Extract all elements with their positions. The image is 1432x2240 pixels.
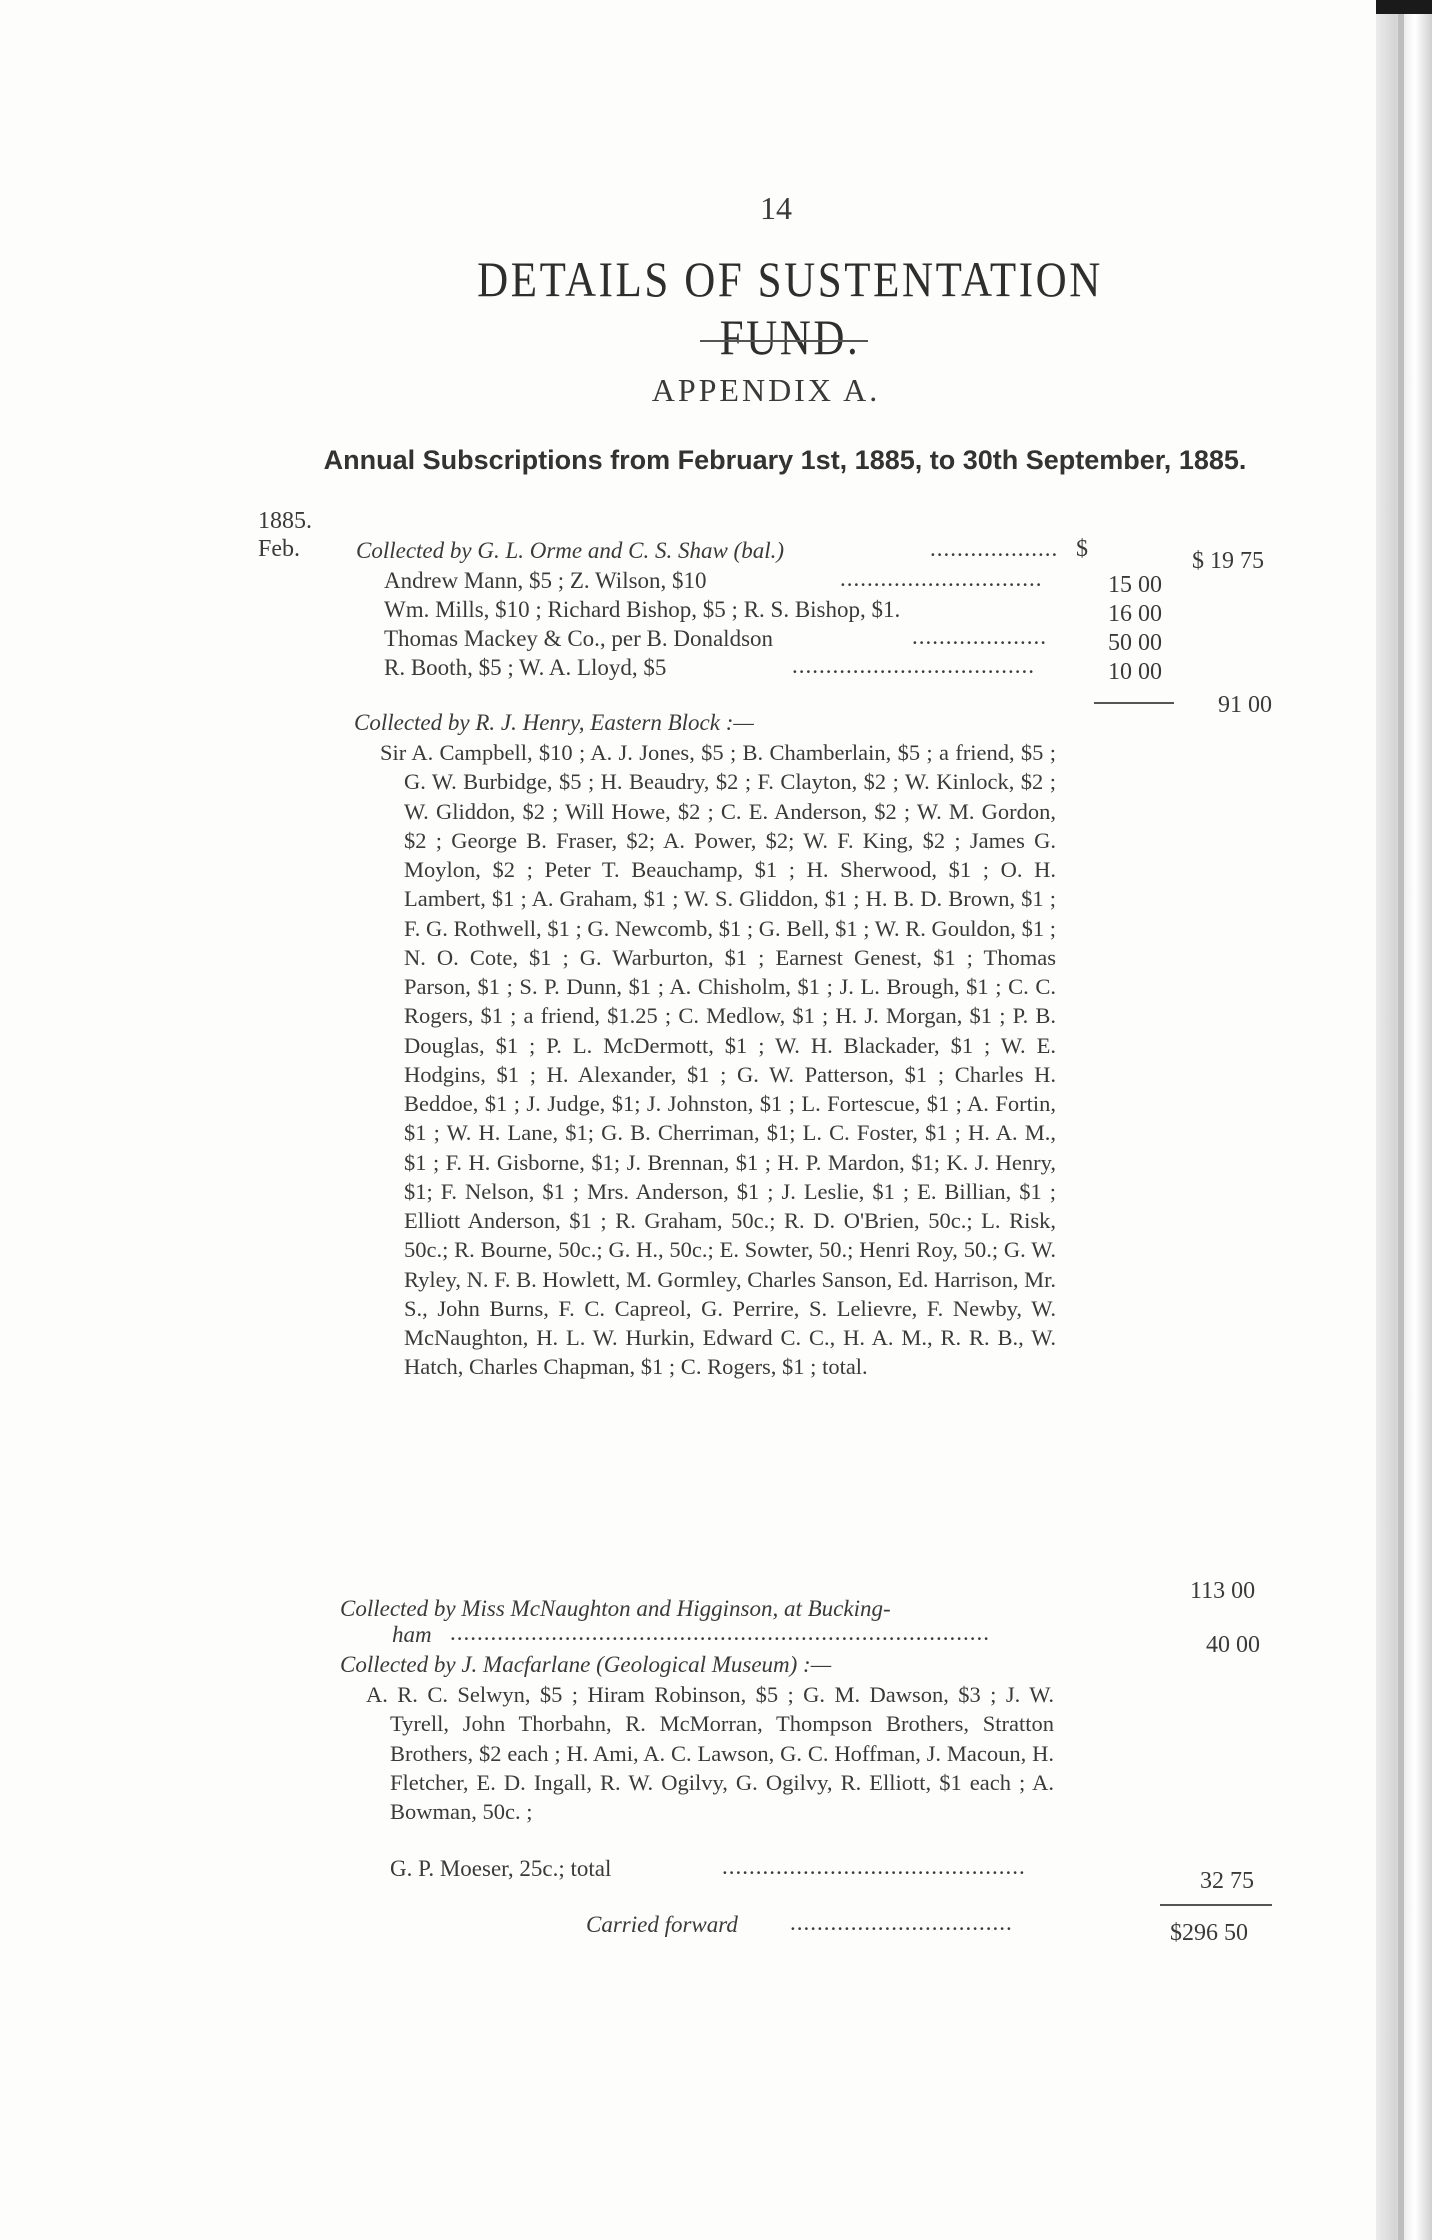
subtitle: Annual Subscriptions from February 1st, 1885, to 30th September, 1885. bbox=[323, 445, 1247, 475]
leader-dots: .............................. bbox=[840, 566, 1043, 591]
section1-entry-2-amount: 16 00 bbox=[1108, 601, 1162, 627]
leader-dots: ................... bbox=[930, 536, 1059, 561]
year-label: 1885. bbox=[258, 508, 312, 534]
carried-forward-amount: $296 50 bbox=[1170, 1920, 1248, 1946]
section1-entry-4: R. Booth, $5 ; W. A. Lloyd, $5 bbox=[384, 655, 667, 680]
section1-entry-3-amount: 50 00 bbox=[1108, 630, 1162, 656]
section3-total: 40 00 bbox=[1206, 1632, 1260, 1658]
section1-heading: Collected by G. L. Orme and C. S. Shaw (bal.) bbox=[356, 538, 785, 563]
section4-last-line: G. P. Moeser, 25c.; total bbox=[390, 1856, 612, 1881]
section4-body: A. R. C. Selwyn, $5 ; Hiram Robinson, $5 ; G. M. Dawson, $3 ; J. W. Tyrell, John Thorbahn, R. McMorran, Thompson Brothers, Stratton Brothers, $2 each ; H. Ami, A. C. Lawson, G. C. Hoffman, J. Macoun, H. Fletcher, E. D. Ingall, R. W. Ogilvy, G. Ogilvy, R. Elliott, $1 each ; A. Bowman, 50c. ; bbox=[366, 1682, 1054, 1824]
section1-entry-2: Wm. Mills, $10 ; Richard Bishop, $5 ; R. S. Bishop, $1. bbox=[384, 597, 901, 622]
section1-entry-3: Thomas Mackey & Co., per B. Donaldson bbox=[384, 626, 774, 651]
section3-heading-line1: Collected by Miss McNaughton and Higginson, at Bucking- bbox=[340, 1596, 891, 1621]
title-divider bbox=[700, 340, 868, 342]
leader-dots: .................... bbox=[912, 624, 1047, 649]
section2-body: Sir A. Campbell, $10 ; A. J. Jones, $5 ; B. Chamberlain, $5 ; a friend, $5 ; G. W. Burbidge, $5 ; H. Beaudry, $2 ; F. Clayton, $2 ; W. Kinlock, $2 ; W. Gliddon, $2 ; Will Howe, $2 ; C. E. Anderson, $2 ; W. M. Gordon, $2 ; George B. Fraser, $2; A. Power, $2; W. F. King, $2 ; James G. Moylon, $2 ; Peter T. Beauchamp, $1 ; H. Sherwood, $1 ; O. H. Lambert, $1 ; A. Graham, $1 ; W. S. Gliddon, $1 ; H. B. D. Brown, $1 ; F. G. Rothwell, $1 ; G. Newcomb, $1 ; G. Bell, $1 ; W. R. Gouldon, $1 ; N. O. Cote, $1 ; G. Warburton, $1 ; Earnest Genest, $1 ; Thomas Parson, $1 ; S. P. Dunn, $1 ; A. Chisholm, $1 ; J. L. Brough, $1 ; C. C. Rogers, $1 ; a friend, $1.25 ; C. Medlow, $1 ; H. J. Morgan, $1 ; P. B. Douglas, $1 ; P. L. McDermott, $1 ; W. H. Blackader, $1 ; W. E. Hodgins, $1 ; H. Alexander, $1 ; G. W. Patterson, $1 ; Charles H. Beddoe, $1 ; J. Judge, $1; J. Johnston, $1 ; L. Fortescue, $1 ; A. Fortin, $1 ; W. H. Lane, $1; G. B. Cherriman, $1; L. C. Foster, $1 ; H. A. M., $1 ; F. H. Gisborne, $1; J. Brennan, $1 ; H. P. Mardon, $1; K. J. Henry, $1; F. Nelson, $1 ; Mrs. Anderson, $1 ; J. Leslie, $1 ; E. Billian, $1 ; Elliott Anderson, $1 ; R. Graham, 50c.; R. D. O'Brien, 50c.; L. Risk, 50c.; R. Bourne, 50c.; G. H., 50c.; E. Sowter, 50.; Henri Roy, 50.; G. W. Ryley, N. F. B. Howlett, M. Gormley, Charles Sanson, Ed. Harrison, Mr. S., John Burns, F. C. Capreol, G. Perrire, S. Lelievre, F. Newby, W. McNaughton, H. L. W. Hurkin, Edward C. C., H. A. M., R. R. B., W. Hatch, Charles Chapman, $1 ; C. Rogers, $1 ; total. bbox=[380, 740, 1056, 1380]
subtotal-rule bbox=[1094, 702, 1174, 704]
total-rule bbox=[1160, 1904, 1272, 1906]
scan-border bbox=[1376, 0, 1432, 14]
section1-entry-1: Andrew Mann, $5 ; Z. Wilson, $10 bbox=[384, 568, 707, 593]
leader-dots: .................................... bbox=[792, 653, 1035, 678]
section1-total: 91 00 bbox=[1218, 692, 1272, 718]
section1-entry-1-amount: 15 00 bbox=[1108, 572, 1162, 598]
leader-dots: ............................................. bbox=[722, 1854, 1026, 1879]
appendix-heading: APPENDIX A. bbox=[651, 372, 881, 408]
leader-dots: ................................................................................ bbox=[450, 1620, 990, 1645]
section4-heading: Collected by J. Macfarlane (Geological Museum) :— bbox=[340, 1652, 832, 1677]
section4-total: 32 75 bbox=[1200, 1868, 1254, 1894]
page-edge-shadow bbox=[1376, 0, 1432, 2240]
month-label: Feb. bbox=[258, 536, 300, 562]
section1-heading-amount: $ 19 75 bbox=[1192, 548, 1264, 574]
section3-heading-line2: ham bbox=[392, 1622, 432, 1647]
section1-col-mark: $ bbox=[1076, 536, 1088, 562]
carried-forward-label: Carried forward bbox=[586, 1912, 738, 1937]
section2-total: 113 00 bbox=[1190, 1578, 1256, 1604]
section1-entry-4-amount: 10 00 bbox=[1108, 659, 1162, 685]
page-number: 14 bbox=[760, 190, 792, 226]
section2-heading: Collected by R. J. Henry, Eastern Block :— bbox=[354, 710, 754, 735]
page-title: DETAILS OF SUSTENTATION FUND. bbox=[477, 251, 1103, 365]
leader-dots: ................................. bbox=[790, 1910, 1013, 1935]
